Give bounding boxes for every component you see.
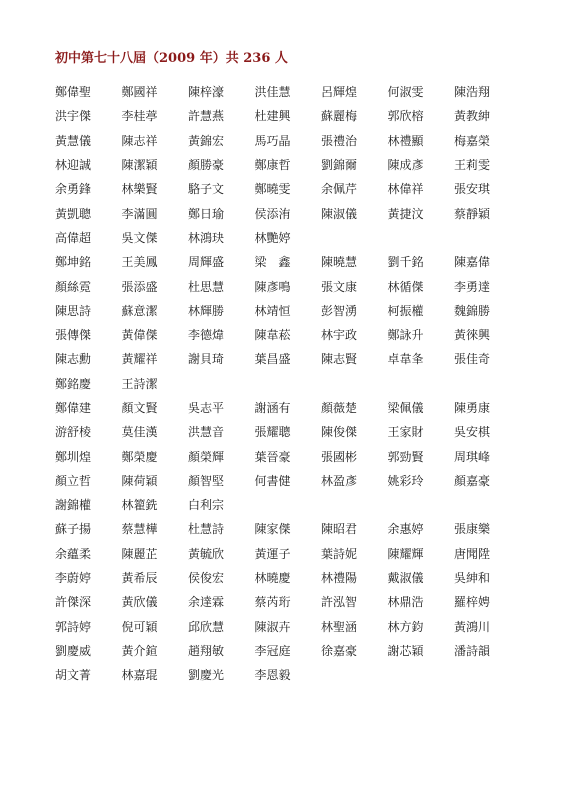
student-name: 鄭坤銘 <box>55 255 92 270</box>
student-name: 蘇意潔 <box>121 303 158 318</box>
student-name: 呂輝煌 <box>321 85 358 100</box>
student-name: 鄭詠升 <box>387 328 424 343</box>
student-name: 陳耀輝 <box>387 546 424 561</box>
student-name: 羅梓娉 <box>454 595 491 610</box>
student-name: 洪慧音 <box>188 425 225 440</box>
student-name: 陳淑儀 <box>321 206 358 221</box>
student-roster <box>55 80 545 687</box>
roster-row <box>55 153 545 177</box>
roster-row <box>55 663 545 687</box>
student-name: 鄭曉雯 <box>254 182 291 197</box>
student-name: 顏榮輝 <box>188 449 225 464</box>
student-name: 杜思慧 <box>188 279 225 294</box>
student-name: 顏勝豪 <box>188 158 225 173</box>
student-name: 林樂賢 <box>121 182 158 197</box>
student-name: 王詩潔 <box>121 376 158 391</box>
student-name: 侯添洧 <box>254 206 291 221</box>
student-name: 李恩毅 <box>254 668 291 683</box>
student-name: 周輝盛 <box>188 255 225 270</box>
student-name: 黃鴻川 <box>454 619 491 634</box>
student-name: 鄭國祥 <box>121 85 158 100</box>
roster-row <box>55 80 545 104</box>
student-name: 陳麗芷 <box>121 546 158 561</box>
student-name: 姚彩玲 <box>387 473 424 488</box>
student-name: 唐聞陞 <box>454 546 491 561</box>
student-name: 陳昭君 <box>321 522 358 537</box>
student-name: 李桂葶 <box>121 109 158 124</box>
student-name: 林迎誠 <box>55 158 92 173</box>
student-name: 林艷婷 <box>254 230 291 245</box>
student-name: 葉昌盛 <box>254 352 291 367</box>
student-name: 杜建興 <box>254 109 291 124</box>
student-name: 陳勇康 <box>454 401 491 415</box>
student-name: 劉千銘 <box>387 255 424 270</box>
roster-row <box>55 104 545 128</box>
student-name: 蔡靜穎 <box>454 206 491 221</box>
student-name: 鄭銘慶 <box>55 376 92 391</box>
roster-row <box>55 226 545 250</box>
student-name: 鄭偉建 <box>55 401 92 415</box>
student-name: 葉詩妮 <box>321 546 358 561</box>
student-name: 黃教紳 <box>454 109 491 124</box>
student-name: 胡文菁 <box>55 668 92 683</box>
student-name: 林偉祥 <box>387 182 424 197</box>
student-name: 李蔚婷 <box>55 571 92 586</box>
student-name: 張文康 <box>321 279 358 294</box>
student-name: 黃徠興 <box>454 328 491 343</box>
student-name: 劉慶光 <box>188 668 225 683</box>
student-name: 洪宇傑 <box>55 109 92 124</box>
student-name: 黃錦宏 <box>188 133 225 148</box>
student-name: 黃希辰 <box>121 571 158 586</box>
student-name: 黃捷汶 <box>387 206 424 221</box>
student-name: 顏嘉豪 <box>454 473 491 488</box>
student-name: 張安琪 <box>454 182 491 197</box>
student-name: 柯振權 <box>387 303 424 318</box>
roster-row <box>55 323 545 347</box>
student-name: 趙翔敏 <box>188 643 225 658</box>
student-name: 李勇達 <box>454 279 491 294</box>
student-name: 林籊銑 <box>121 498 158 513</box>
student-name: 王家財 <box>387 425 424 440</box>
student-name: 郭勁賢 <box>387 449 424 464</box>
student-name: 李冠庭 <box>254 643 291 658</box>
student-name: 杜慧詩 <box>188 522 225 537</box>
student-name: 陳潔穎 <box>121 158 158 173</box>
student-name: 顏立哲 <box>55 473 92 488</box>
roster-row <box>55 566 545 590</box>
student-name: 駱子文 <box>188 182 225 197</box>
student-name: 梅嘉榮 <box>454 133 491 148</box>
student-name: 陳成彥 <box>387 158 424 173</box>
student-name: 陳韋菘 <box>254 328 291 343</box>
student-name: 余達霖 <box>188 595 225 610</box>
student-name: 邱欣慧 <box>188 619 225 634</box>
student-name: 鄭圳煌 <box>55 449 92 464</box>
student-name: 蔡慧樺 <box>121 522 158 537</box>
student-name: 黃運子 <box>254 546 291 561</box>
student-name: 林鼎浩 <box>387 595 424 610</box>
student-name: 劉慶威 <box>55 643 92 658</box>
student-name: 黃偉傑 <box>121 328 158 343</box>
student-name: 陳思詩 <box>55 303 92 318</box>
student-name: 黃耀祥 <box>121 352 158 367</box>
student-name: 林靖恒 <box>254 303 291 318</box>
student-name: 陳家傑 <box>254 522 291 537</box>
student-name: 蘇子揚 <box>55 522 92 537</box>
student-name: 郭欣榕 <box>387 109 424 124</box>
roster-row <box>55 639 545 663</box>
roster-row <box>55 299 545 323</box>
roster-row <box>55 493 545 517</box>
student-name: 張傳傑 <box>55 328 92 343</box>
student-name: 陳淑卉 <box>254 619 291 634</box>
student-name: 游舒棱 <box>55 425 92 440</box>
student-name: 黃凱聰 <box>55 206 92 221</box>
roster-row <box>55 396 545 420</box>
student-name: 林嘉琨 <box>121 668 158 683</box>
roster-row <box>55 250 545 274</box>
student-name: 王莉雯 <box>454 158 491 173</box>
student-name: 吳志平 <box>188 401 225 415</box>
student-name: 陳浩翔 <box>454 85 491 100</box>
student-name: 張禮治 <box>321 133 358 148</box>
student-name: 陳嘉偉 <box>454 255 491 270</box>
student-name: 李滿圓 <box>121 206 158 221</box>
student-name: 高偉超 <box>55 230 92 245</box>
student-name: 謝涵有 <box>254 401 291 415</box>
roster-row <box>55 177 545 201</box>
student-name: 林宇政 <box>321 328 358 343</box>
student-name: 彭智湧 <box>321 303 358 318</box>
roster-row <box>55 517 545 541</box>
student-name: 林禮顯 <box>387 133 424 148</box>
student-name: 莫佳漢 <box>121 425 158 440</box>
student-name: 周琪峰 <box>454 449 491 464</box>
student-name: 張康樂 <box>454 522 491 537</box>
student-name: 鄭偉聖 <box>55 85 92 100</box>
roster-row <box>55 590 545 614</box>
student-name: 黃欣儀 <box>121 595 158 610</box>
student-name: 梁 鑫 <box>254 255 291 270</box>
roster-row <box>55 542 545 566</box>
student-name: 余佩芹 <box>321 182 358 197</box>
student-name: 卓韋夆 <box>387 352 424 367</box>
student-name: 陳荷穎 <box>121 473 158 488</box>
roster-row <box>55 201 545 225</box>
student-name: 陳俊傑 <box>321 425 358 440</box>
student-name: 何淑雯 <box>387 85 424 100</box>
student-name: 顏薇楚 <box>321 401 358 415</box>
student-name: 黃慧儀 <box>55 133 92 148</box>
student-name: 倪可穎 <box>121 619 158 634</box>
student-name: 顏文賢 <box>121 401 158 415</box>
student-name: 張佳奇 <box>454 352 491 367</box>
student-name: 魏錦勝 <box>454 303 491 318</box>
student-name: 許泓智 <box>321 595 358 610</box>
student-name: 陳曉慧 <box>321 255 358 270</box>
student-name: 林聖涵 <box>321 619 358 634</box>
roster-row <box>55 615 545 639</box>
student-name: 林鴻玦 <box>188 230 225 245</box>
student-name: 郭詩婷 <box>55 619 92 634</box>
student-name: 李德煒 <box>188 328 225 343</box>
roster-row <box>55 274 545 298</box>
student-name: 吳紳和 <box>454 571 491 586</box>
student-name: 洪佳慧 <box>254 85 291 100</box>
student-name: 黃介鍹 <box>121 643 158 658</box>
student-name: 林循傑 <box>387 279 424 294</box>
student-name: 黃毓欣 <box>188 546 225 561</box>
student-name: 陳志勳 <box>55 352 92 367</box>
student-name: 陳彥鳴 <box>254 279 291 294</box>
roster-row <box>55 372 545 396</box>
student-name: 余蘊柔 <box>55 546 92 561</box>
student-name: 鄭康哲 <box>254 158 291 173</box>
student-name: 許慧燕 <box>188 109 225 124</box>
student-name: 林禮陽 <box>321 571 358 586</box>
student-name: 戴淑儀 <box>387 571 424 586</box>
student-name: 林盈彥 <box>321 473 358 488</box>
student-name: 張添盛 <box>121 279 158 294</box>
student-name: 鄭日瑜 <box>188 206 225 221</box>
student-name: 吳文傑 <box>121 230 158 245</box>
student-name: 張耀聰 <box>254 425 291 440</box>
student-name: 王美鳳 <box>121 255 158 270</box>
student-name: 陳志賢 <box>321 352 358 367</box>
student-name: 馬巧晶 <box>254 133 291 148</box>
student-name: 余勇鋒 <box>55 182 92 197</box>
student-name: 梁佩儀 <box>387 401 424 415</box>
student-name: 林方鈞 <box>387 619 424 634</box>
roster-row <box>55 129 545 153</box>
student-name: 鄭榮慶 <box>121 449 158 464</box>
student-name: 何書健 <box>254 473 291 488</box>
student-name: 謝貝琦 <box>188 352 225 367</box>
student-name: 林曉慶 <box>254 571 291 586</box>
student-name: 陳志祥 <box>121 133 158 148</box>
student-name: 余惠婷 <box>387 522 424 537</box>
student-name: 白利宗 <box>188 498 225 513</box>
student-name: 劉錦爾 <box>321 158 358 173</box>
student-name: 謝錦權 <box>55 498 92 513</box>
student-name: 吳安棋 <box>454 425 491 440</box>
student-name: 林輝勝 <box>188 303 225 318</box>
student-name: 陳梓濠 <box>188 85 225 100</box>
student-name: 蔡芮珩 <box>254 595 291 610</box>
student-name: 侯俊宏 <box>188 571 225 586</box>
student-name: 謝芯穎 <box>387 643 424 658</box>
roster-row <box>55 347 545 371</box>
student-name: 顏智堅 <box>188 473 225 488</box>
roster-row <box>55 444 545 468</box>
roster-row <box>55 420 545 444</box>
student-name: 許傑深 <box>55 595 92 610</box>
student-name: 徐嘉豪 <box>321 643 358 658</box>
student-name: 張國彬 <box>321 449 358 464</box>
student-name: 蘇麗梅 <box>321 109 358 124</box>
student-name: 葉晉豪 <box>254 449 291 464</box>
page-title: 初中第七十八屆（2009 年）共 236 人 <box>55 51 288 66</box>
roster-row <box>55 469 545 493</box>
student-name: 潘詩韻 <box>454 643 491 658</box>
student-name: 顏絲霓 <box>55 279 92 294</box>
